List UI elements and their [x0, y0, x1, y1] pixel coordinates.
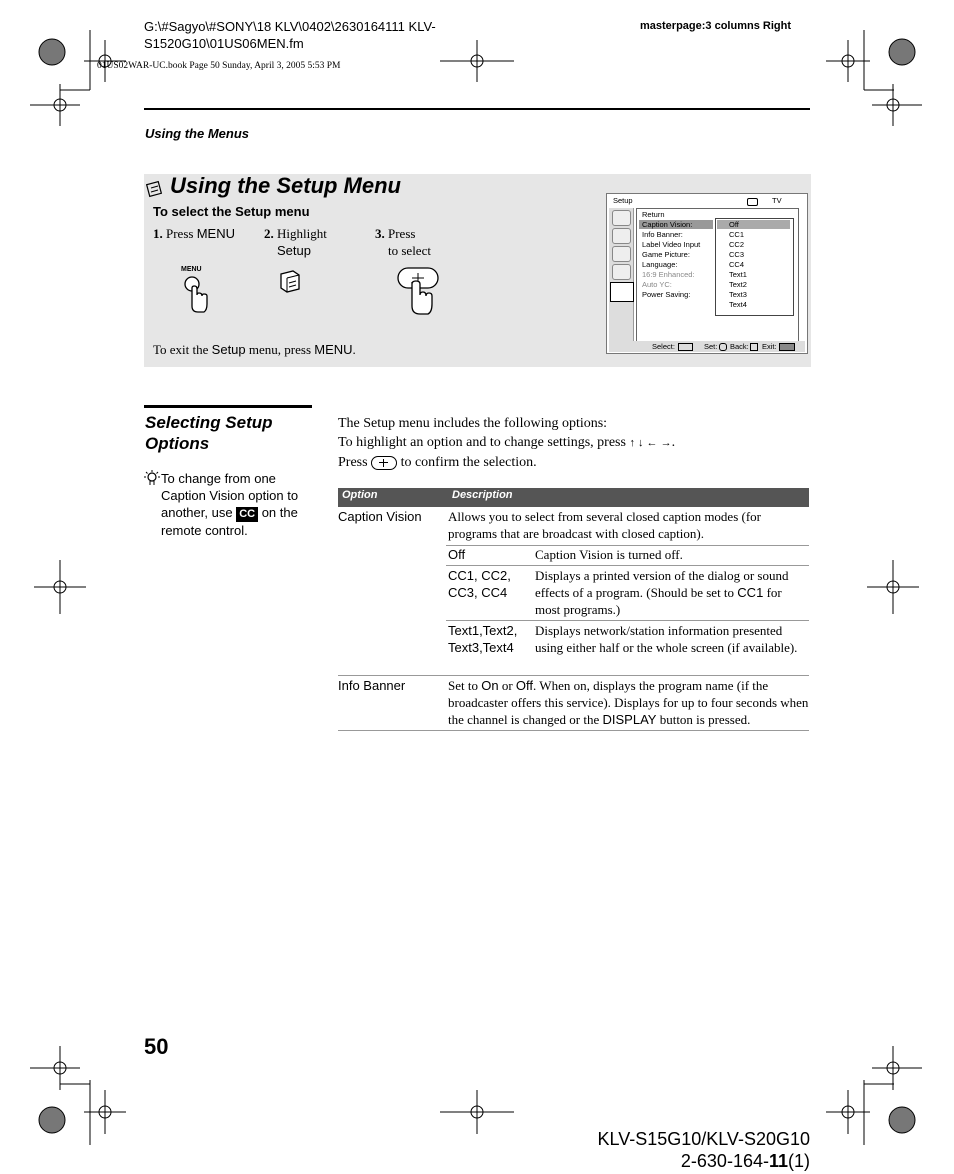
page-number: 50	[144, 1034, 169, 1059]
section-title: Using the Menus	[145, 126, 250, 141]
desc-info-banner	[448, 677, 810, 728]
setup-icon	[146, 180, 164, 198]
joystick-press-icon	[396, 266, 442, 320]
part-code-c: (1)	[788, 1151, 810, 1171]
tv-option-highlight	[717, 220, 790, 229]
desc-info-on: On	[481, 678, 499, 693]
selecting-title: Selecting Setup Options	[145, 413, 273, 453]
header-description: Description	[452, 489, 513, 501]
tv-menu-item: Info Banner:	[642, 230, 683, 239]
desc-cc	[535, 567, 807, 618]
header-option: Option	[342, 489, 378, 501]
tv-options-popup	[715, 218, 794, 316]
exit-instruction	[153, 342, 356, 358]
desc-info-b: or	[498, 678, 516, 693]
exit-setup-key: Setup	[211, 342, 246, 357]
row-divider	[446, 620, 809, 621]
intro-line-1: The Setup menu includes the following options:	[338, 416, 608, 431]
step-2-key: Setup	[277, 243, 311, 258]
intro-line-2-text: To highlight an option and to change settings, press	[338, 435, 626, 450]
intro-line-3-a: Press	[338, 455, 368, 470]
option-info-banner: Info Banner	[338, 678, 406, 693]
exit-text-c: menu, press	[245, 342, 315, 357]
intro-line-3	[338, 453, 808, 472]
desc-info-off: Off	[515, 678, 534, 693]
tv-option-item: CC1	[729, 230, 745, 239]
exit-menu-key: MENU	[314, 342, 353, 357]
part-code-b: 11	[768, 1151, 788, 1171]
option-cc: CC1, CC2, CC3, CC4	[448, 568, 511, 600]
tv-option-item: CC3	[729, 250, 745, 259]
desc-info-c: . When on, displays the program name (if the broadcaster offers this service). Displays for up to four seconds when the channel is changed or the	[448, 678, 809, 727]
row-divider	[338, 675, 809, 676]
tv-icon-setup	[610, 282, 634, 302]
cc-button-icon: CC	[236, 507, 258, 522]
tv-footer-exit: Exit:	[762, 342, 777, 351]
tv-menu-item: Auto YC:	[642, 280, 672, 289]
table-bottom-rule	[338, 730, 809, 731]
option-text: Text1,Text2, Text3,Text4	[448, 623, 518, 655]
tv-option-item: Text3	[729, 290, 747, 299]
tip-end: on the remote control.	[161, 505, 298, 538]
exit-text-e: .	[352, 342, 356, 357]
tv-menu-title: Setup	[613, 196, 633, 205]
desc-info-d: button is pressed.	[656, 712, 751, 727]
model-number	[586, 1128, 810, 1172]
tv-menu-item: Power Saving:	[642, 290, 691, 299]
tv-footer-set: Set:	[704, 342, 718, 351]
step-2	[264, 225, 327, 259]
arrow-keys-icon: ↑ ↓ ← →	[629, 437, 672, 449]
tv-footer-back: Back:	[730, 342, 749, 351]
desc-off: Caption Vision is turned off.	[535, 547, 683, 562]
box-title: Using the Setup Menu	[170, 173, 401, 198]
desc-cc-a: Displays a printed version of the dialog or sound effects of a program. (Should be set to	[535, 568, 789, 600]
tv-option-item: Text2	[729, 280, 747, 289]
step-1-key: MENU	[196, 226, 235, 241]
desc-cc-c: for most programs.)	[535, 585, 782, 617]
masterpage-label: masterpage:3 columns Right	[640, 20, 791, 32]
tv-icon-sound	[612, 228, 631, 244]
tv-icon-channel	[612, 264, 631, 280]
menu-button-label: MENU	[181, 266, 202, 273]
file-path: G:\#Sagyo\#SONY\18 KLV\0402\2630164111 KLV-S1520G10\01US06MEN.fm	[144, 19, 436, 51]
tv-option-item: Off	[729, 220, 739, 229]
intro-line-3-b: to confirm the selection.	[400, 455, 537, 470]
desc-text: Displays network/station information presented using either half or the whole screen (if available).	[535, 623, 798, 655]
desc-cc-key: CC1	[737, 585, 764, 600]
desc-info-a: Set to	[448, 678, 482, 693]
header-rule	[144, 108, 810, 110]
desc-info-display: DISPLAY	[602, 712, 657, 727]
tv-option-item: Text4	[729, 300, 747, 309]
tv-icon-picture	[612, 210, 631, 226]
step-3	[375, 225, 431, 259]
step-1-text: Press	[166, 226, 197, 241]
step-3-text: Press	[388, 226, 416, 241]
tv-exit-key-icon	[779, 343, 795, 351]
lightbulb-icon	[144, 469, 160, 487]
setup-menu-icon	[278, 268, 304, 294]
row-divider	[446, 565, 809, 566]
step-3-num: 3.	[375, 226, 385, 241]
part-code	[586, 1150, 810, 1172]
tv-set-key-icon	[719, 343, 727, 351]
tv-option-item: CC4	[729, 260, 745, 269]
menu-press-icon	[180, 274, 210, 316]
section-rule	[144, 405, 312, 408]
desc-caption-vision: Allows you to select from several closed caption modes (for programs that are broadcast with closed caption).	[448, 509, 761, 541]
tv-menu-item: 16:9 Enhanced:	[642, 270, 695, 279]
table-header	[338, 488, 809, 507]
step-3-text-b: to select	[388, 243, 431, 258]
option-off: Off	[448, 547, 466, 562]
tv-back-key-icon	[750, 343, 758, 351]
option-caption-vision: Caption Vision	[338, 509, 422, 524]
enter-button-icon	[371, 456, 397, 470]
tip-text	[161, 470, 313, 539]
exit-text-a: To exit the	[153, 342, 212, 357]
box-subtitle: To select the Setup menu	[153, 204, 310, 219]
intro-text	[338, 414, 808, 472]
tv-option-item: Text1	[729, 270, 747, 279]
tv-menu-item: Language:	[642, 260, 678, 269]
tv-setup-screen	[606, 193, 808, 354]
intro-line-2: To highlight an option and to change settings, press ↑ ↓ ← →.	[338, 435, 676, 450]
book-info: 01US02WAR-UC.book Page 50 Sunday, April 3, 2005 5:53 PM	[97, 61, 341, 71]
tv-option-item: CC2	[729, 240, 745, 249]
tv-footer-select: Select:	[652, 342, 675, 351]
tv-select-key-icon	[678, 343, 693, 351]
step-2-num: 2.	[264, 226, 274, 241]
tv-screen-icon	[747, 198, 758, 206]
tv-menu-item: Label Video Input	[642, 240, 701, 249]
tv-label: TV	[772, 196, 782, 205]
step-1	[153, 225, 235, 242]
tv-menu-item: Game Picture:	[642, 250, 690, 259]
step-2-text: Highlight	[277, 226, 327, 241]
tip-body: To change from one Caption Vision option to another, use	[161, 471, 299, 520]
part-code-a: 2-630-164-	[680, 1151, 769, 1171]
tv-icon-screen	[612, 246, 631, 262]
tv-menu-item: Caption Vision:	[642, 220, 693, 229]
model-line: KLV-S15G10/KLV-S20G10	[597, 1129, 810, 1149]
tv-menu-item: Return	[642, 210, 665, 219]
step-1-num: 1.	[153, 226, 163, 241]
